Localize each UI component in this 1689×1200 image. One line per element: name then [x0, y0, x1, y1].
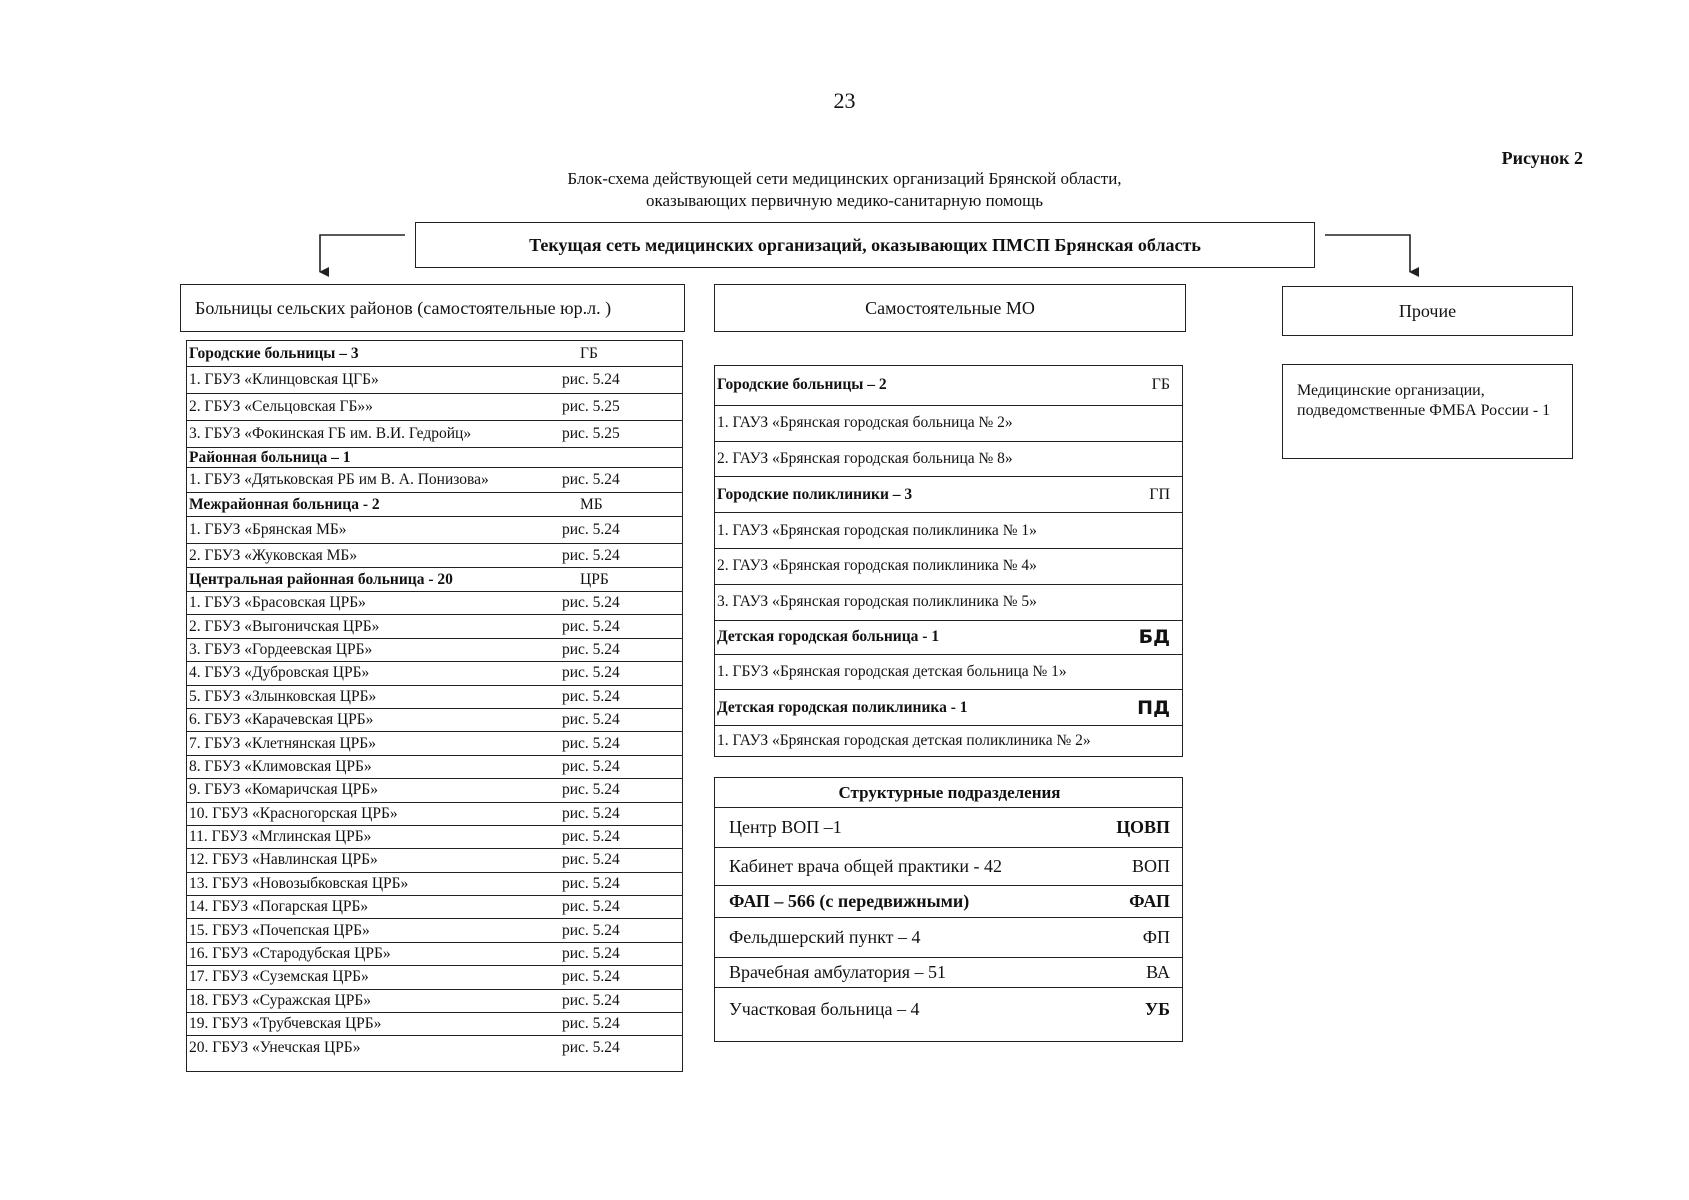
- list-item: [187, 849, 682, 872]
- list-item: [187, 544, 682, 568]
- group-heading: [715, 477, 1182, 513]
- row-text: 1. ГАУЗ «Брянская городская детская поликлиника № 2»: [717, 732, 1091, 750]
- group-heading: [187, 568, 682, 592]
- rural-hospitals-header: Больницы сельских районов (самостоятельные юр.л. ): [180, 284, 685, 332]
- figure-ref: рис. 5.24: [562, 804, 620, 822]
- type-code: ФАП: [1129, 891, 1170, 911]
- list-item: [187, 686, 682, 709]
- row-text: Центр ВОП –1: [729, 817, 842, 837]
- type-code: ЦРБ: [580, 570, 609, 588]
- independent-mo-list: [714, 365, 1183, 757]
- list-item: [715, 513, 1182, 549]
- group-heading: [715, 366, 1182, 406]
- type-code: ГБ: [580, 344, 598, 362]
- group-heading: [187, 493, 682, 517]
- list-item: [715, 442, 1182, 478]
- row-text: Детская городская больница - 1: [717, 628, 940, 646]
- list-item: [187, 709, 682, 732]
- type-code: БД: [1138, 626, 1170, 649]
- list-item: [187, 779, 682, 802]
- arrow-to-rural-hospitals: [320, 235, 405, 272]
- diagram-title-line1: Блок-схема действующей сети медицинских организаций Брянской области,: [567, 169, 1122, 188]
- figure-ref: рис. 5.24: [562, 968, 620, 986]
- list-item: [715, 585, 1182, 621]
- row-text: 1. ГБУЗ «Брасовская ЦРБ»: [189, 594, 366, 612]
- row-text: 1. ГАУЗ «Брянская городская больница № 2»: [717, 414, 1013, 432]
- page-number: 23: [833, 88, 856, 113]
- list-item: [187, 919, 682, 942]
- structural-unit-row: [715, 988, 1182, 1030]
- row-text: 15. ГБУЗ «Почепская ЦРБ»: [189, 921, 370, 939]
- row-text: 7. ГБУЗ «Клетнянская ЦРБ»: [189, 734, 376, 752]
- type-code: ВА: [1146, 962, 1170, 982]
- row-text: Городские больницы – 3: [189, 344, 359, 362]
- row-text: 10. ГБУЗ «Красногорская ЦРБ»: [189, 804, 398, 822]
- figure-ref: рис. 5.24: [562, 991, 620, 1009]
- type-code: МБ: [580, 495, 603, 513]
- row-text: 6. ГБУЗ «Карачевская ЦРБ»: [189, 711, 374, 729]
- row-text: 17. ГБУЗ «Суземская ЦРБ»: [189, 968, 369, 986]
- row-text: 3. ГБУЗ «Фокинская ГБ им. В.И. Гедройц»: [189, 425, 472, 442]
- structural-unit-row: [715, 958, 1182, 988]
- row-text: 9. ГБУЗ «Комаричская ЦРБ»: [189, 781, 378, 799]
- type-code: ФП: [1142, 927, 1170, 947]
- structural-unit-row: [715, 918, 1182, 958]
- row-text: 18. ГБУЗ «Суражская ЦРБ»: [189, 991, 372, 1009]
- independent-mo-header: Самостоятельные МО: [714, 284, 1186, 332]
- row-text: ФАП – 566 (с передвижными): [729, 891, 970, 911]
- row-text: 5. ГБУЗ «Злынковская ЦРБ»: [189, 687, 377, 705]
- arrow-to-other: [1325, 235, 1410, 272]
- row-text: 1. ГБУЗ «Брянская городская детская больница № 1»: [717, 662, 1067, 680]
- row-text: Городские больницы – 2: [717, 376, 887, 394]
- row-text: 1. ГБУЗ «Дятьковская РБ им В. А. Понизова»: [189, 471, 489, 488]
- group-heading: [187, 341, 682, 367]
- row-text: 1. ГАУЗ «Брянская городская поликлиника № 1»: [717, 521, 1037, 539]
- figure-ref: рис. 5.24: [562, 828, 620, 846]
- list-item: [187, 662, 682, 685]
- list-item: [187, 639, 682, 662]
- row-text: 16. ГБУЗ «Стародубская ЦРБ»: [189, 945, 391, 963]
- row-text: Детская городская поликлиника - 1: [717, 698, 968, 716]
- row-text: 8. ГБУЗ «Климовская ЦРБ»: [189, 757, 372, 775]
- row-text: Городские поликлиники – 3: [717, 485, 913, 503]
- list-item: [187, 803, 682, 826]
- rural-hospitals-list: [186, 340, 683, 1072]
- structural-unit-row: [715, 848, 1182, 886]
- row-text: Кабинет врача общей практики - 42: [729, 856, 1002, 876]
- structural-unit-row: [715, 886, 1182, 918]
- list-item: [187, 421, 682, 448]
- figure-ref: рис. 5.24: [562, 371, 620, 388]
- figure-ref: рис. 5.24: [562, 687, 620, 705]
- figure-ref: рис. 5.24: [562, 874, 620, 892]
- structural-unit-row: [715, 808, 1182, 848]
- group-heading: [715, 690, 1182, 726]
- row-text: 11. ГБУЗ «Мглинская ЦРБ»: [189, 828, 372, 846]
- figure-ref: рис. 5.24: [562, 898, 620, 916]
- group-heading: [715, 621, 1182, 655]
- row-text: 2. ГАУЗ «Брянская городская больница № 8»: [717, 450, 1013, 468]
- figure-ref: рис. 5.24: [562, 640, 620, 658]
- figure-ref: рис. 5.24: [562, 781, 620, 799]
- structural-units-title: Структурные подразделения: [715, 778, 1182, 808]
- top-network-box: Текущая сеть медицинских организаций, оказывающих ПМСП Брянская область: [415, 222, 1315, 268]
- list-item: [187, 873, 682, 896]
- list-item: [187, 517, 682, 544]
- figure-ref: рис. 5.24: [562, 711, 620, 729]
- figure-ref: рис. 5.24: [562, 521, 620, 538]
- diagram-title-line2: оказывающих первичную медико-санитарную помощь: [645, 191, 1044, 210]
- row-text: 3. ГБУЗ «Гордеевская ЦРБ»: [189, 640, 373, 658]
- list-item: [715, 726, 1182, 756]
- list-item: [187, 592, 682, 615]
- fmba-organizations-box: Медицинские организации, подведомственные ФМБА России - 1: [1282, 364, 1573, 459]
- list-item: [187, 1036, 682, 1059]
- row-text: Врачебная амбулатория – 51: [729, 962, 946, 982]
- figure-ref: рис. 5.24: [562, 921, 620, 939]
- list-item: [187, 966, 682, 989]
- list-item: [187, 732, 682, 755]
- type-code: ВОП: [1131, 856, 1170, 876]
- list-item: [187, 468, 682, 493]
- figure-ref: рис. 5.24: [562, 1039, 620, 1057]
- list-item: [187, 756, 682, 779]
- row-text: Центральная районная больница - 20: [189, 570, 453, 588]
- row-text: Участковая больница – 4: [729, 998, 920, 1019]
- list-item: [187, 394, 682, 421]
- row-text: 19. ГБУЗ «Трубчевская ЦРБ»: [189, 1015, 382, 1033]
- other-header: Прочие: [1282, 286, 1573, 336]
- figure-ref: рис. 5.25: [562, 425, 620, 442]
- row-text: 3. ГАУЗ «Брянская городская поликлиника № 5»: [717, 593, 1037, 611]
- type-code: ПД: [1137, 696, 1170, 719]
- type-code: ЦОВП: [1116, 817, 1170, 837]
- figure-ref: рис. 5.24: [562, 664, 620, 682]
- list-item: [187, 943, 682, 966]
- row-text: 13. ГБУЗ «Новозыбковская ЦРБ»: [189, 874, 409, 892]
- row-text: 4. ГБУЗ «Дубровская ЦРБ»: [189, 664, 370, 682]
- row-text: 2. ГАУЗ «Брянская городская поликлиника № 4»: [717, 557, 1037, 575]
- figure-ref: рис. 5.24: [562, 594, 620, 612]
- group-heading: [187, 448, 682, 468]
- row-text: 2. ГБУЗ «Сельцовская ГБ»»: [189, 398, 373, 415]
- row-text: Районная больница – 1: [189, 448, 351, 466]
- row-text: 20. ГБУЗ «Унечская ЦРБ»: [189, 1039, 361, 1057]
- figure-ref: рис. 5.24: [562, 1015, 620, 1033]
- type-code: УБ: [1144, 998, 1170, 1019]
- list-item: [715, 406, 1182, 442]
- row-text: 2. ГБУЗ «Выгоничская ЦРБ»: [189, 617, 380, 635]
- figure-ref: рис. 5.24: [562, 546, 620, 564]
- type-code: ГП: [1149, 485, 1170, 503]
- row-text: 1. ГБУЗ «Брянская МБ»: [189, 521, 347, 538]
- figure-ref: рис. 5.24: [562, 945, 620, 963]
- list-item: [187, 1013, 682, 1036]
- figure-ref: рис. 5.24: [562, 757, 620, 775]
- list-item: [187, 615, 682, 638]
- row-text: 14. ГБУЗ «Погарская ЦРБ»: [189, 898, 369, 916]
- row-text: 1. ГБУЗ «Клинцовская ЦГБ»: [189, 371, 379, 388]
- list-item: [187, 990, 682, 1013]
- figure-label: Рисунок 2: [1501, 148, 1583, 168]
- list-item: [187, 367, 682, 394]
- list-item: [715, 549, 1182, 585]
- figure-ref: рис. 5.24: [562, 734, 620, 752]
- type-code: ГБ: [1151, 376, 1170, 394]
- list-item: [187, 826, 682, 849]
- row-text: Фельдшерский пункт – 4: [729, 927, 921, 947]
- figure-ref: рис. 5.24: [562, 851, 620, 869]
- figure-ref: рис. 5.25: [562, 398, 620, 415]
- list-item: [187, 896, 682, 919]
- figure-ref: рис. 5.24: [562, 617, 620, 635]
- row-text: 12. ГБУЗ «Навлинская ЦРБ»: [189, 851, 378, 869]
- structural-units-list: [714, 777, 1183, 1042]
- figure-ref: рис. 5.24: [562, 471, 620, 488]
- row-text: 2. ГБУЗ «Жуковская МБ»: [189, 546, 358, 564]
- list-item: [715, 655, 1182, 691]
- row-text: Межрайонная больница - 2: [189, 495, 380, 513]
